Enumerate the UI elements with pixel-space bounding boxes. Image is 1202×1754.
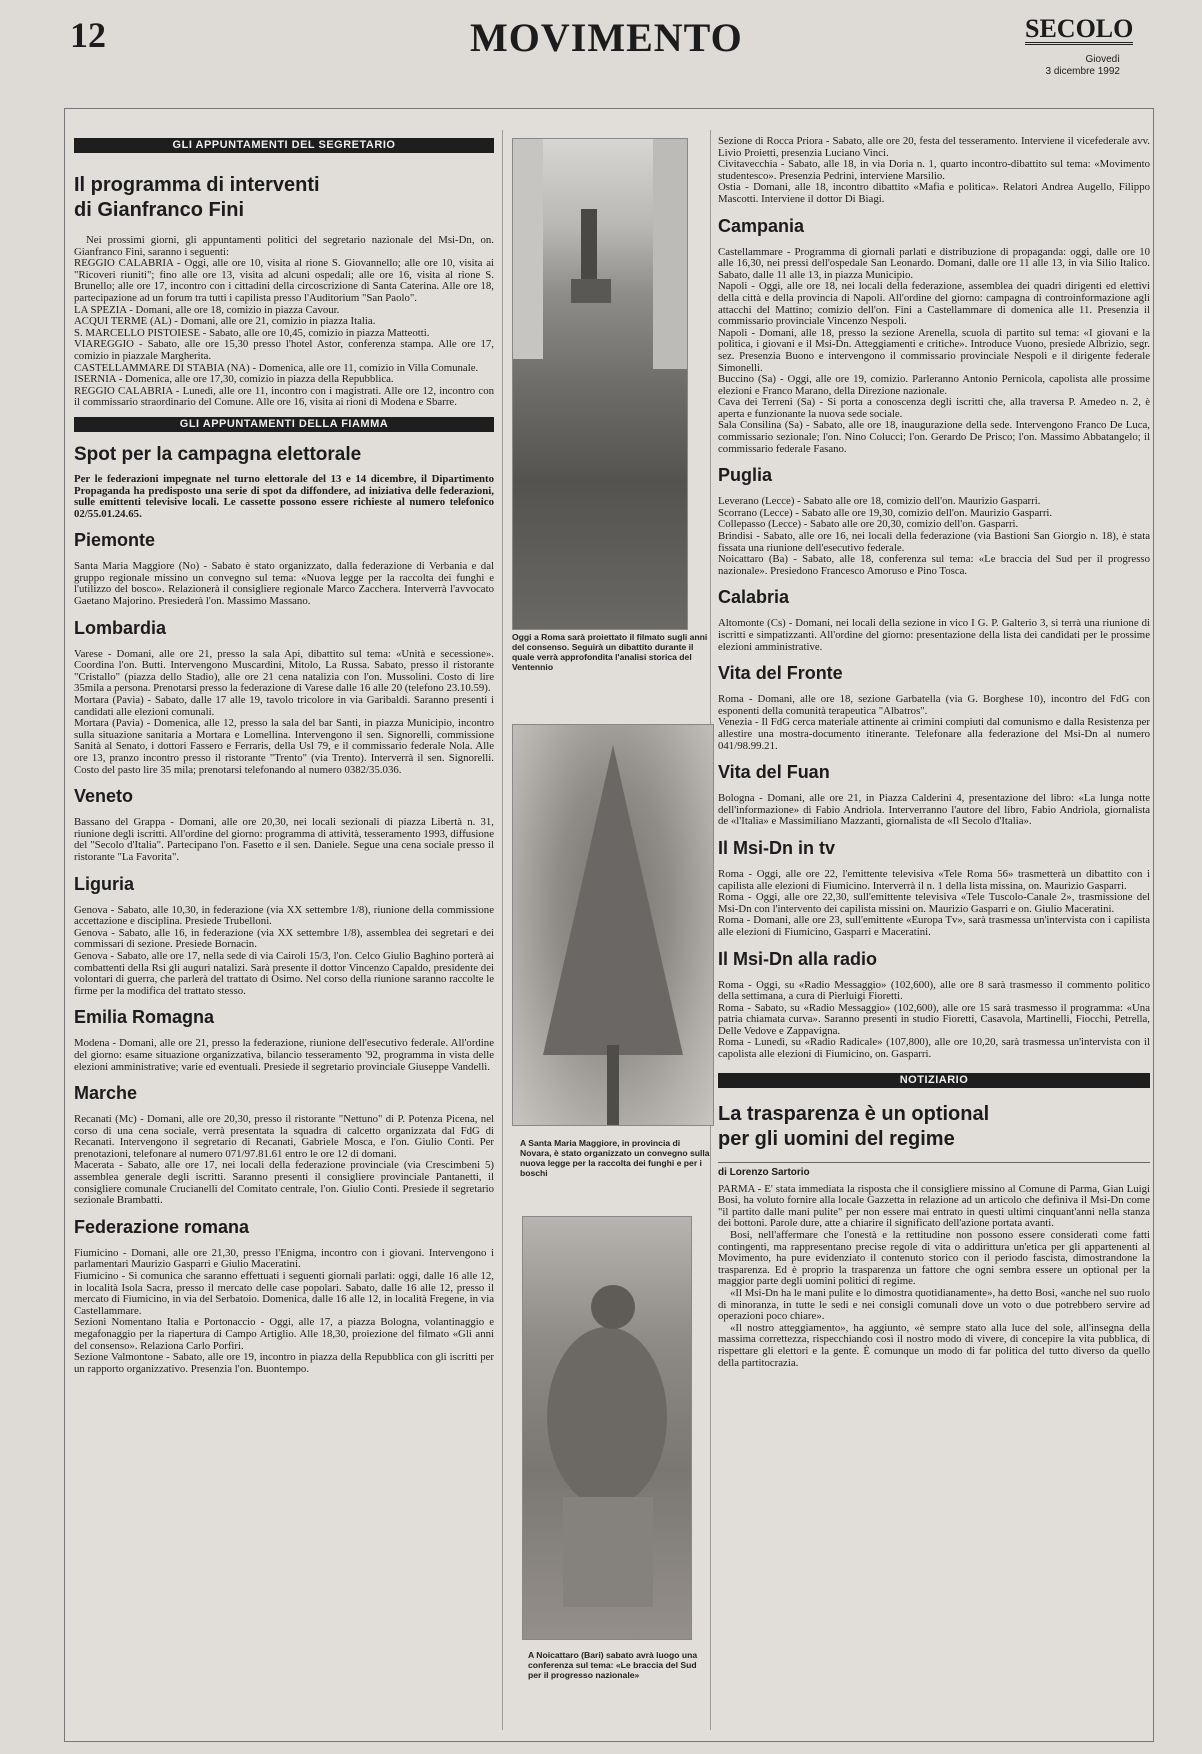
region-heading: Campania	[718, 215, 805, 236]
notice-paragraph: Venezia - Il FdG cerca materiale attinente ai crimini compiuti dal comunismo e dalla Resistenza per allestire una mostra-documento itinerante. Telefonare alla federazione del Msi-Dn al numero 041/98.99.21.	[718, 716, 1150, 752]
notice-paragraph: Roma - Oggi, alle ore 22, l'emittente televisiva «Tele Roma 56» trasmetterà un dibattito con i capilista alle elezioni di Fiumicino. Interverrà il n. 1 della lista missina, on. Maurizio Gasparri.	[718, 867, 1150, 892]
notice-paragraph: Collepasso (Lecce) - Sabato alle ore 20,30, comizio dell'on. Gasparri.	[718, 518, 1019, 531]
news-headline-line1: La trasparenza è un optional	[718, 1102, 990, 1125]
section-bar-fiamma: GLI APPUNTAMENTI DELLA FIAMMA	[74, 417, 494, 432]
notice-paragraph: Roma - Domani, alle ore 23, sull'emittente «Europa Tv», sarà trasmessa un'intervista con i capilista alle elezioni di Fiumicino, Gasparri e Maceratini.	[718, 914, 1150, 938]
caption-harvest: A Noicattaro (Bari) sabato avrà luogo una conferenza sul tema: «Le braccia del Sud per il progresso nazionale»	[528, 1650, 698, 1680]
region-heading: Puglia	[718, 465, 773, 486]
fini-paragraph: CASTELLAMMARE DI STABIA (NA) - Domenica, alle ore 11, comizio in Villa Comunale.	[74, 361, 479, 374]
issue-date-text: 3 dicembre 1992	[1045, 66, 1120, 77]
notice-paragraph: Cava dei Terreni (Sa) - Si porta a conoscenza degli iscritti che, alla traversa P. Amedeo n. 2, è aperta e funzionante la nuova sede sociale.	[718, 396, 1150, 420]
fini-paragraph: VIAREGGIO - Sabato, alle ore 15,30 presso l'hotel Astor, conferenza stampa. Alle ore 17, comizio in piazzale Margherita.	[74, 338, 494, 362]
notice-paragraph: Bassano del Grappa - Domani, alle ore 20,30, nei locali sezionali di piazza Libertà n. 31, riunione degli iscritti. All'ordine del giorno: programma di attività, tesseramento 1993, diffusione del "Secolo d'Italia". Partecipano l'on. Fasetto e il sen. Daniele. Segue una cena sociale presso il ristorante "La Favorita".	[74, 816, 494, 863]
notice-paragraph: Roma - Domani, alle ore 18, sezione Garbatella (via G. Borghese 10), incontro del FdG con esponenti della comunità terapeutica "Albatros".	[718, 693, 1150, 717]
photo-forest-tree	[512, 724, 714, 1126]
region-heading: Il Msi-Dn alla radio	[718, 948, 878, 969]
region-heading: Calabria	[718, 587, 790, 608]
notice-paragraph: Sezione di Rocca Priora - Sabato, alle ore 20, festa del tesseramento. Interviene il vicefederale avv. Livio Proietti, presenzia Luciano Vinci.	[718, 136, 1150, 159]
news-paragraph: «Il Msi-Dn ha le mani pulite e lo dimostra quotidianamente», ha detto Bosi, «anche nel suo ruolo di minoranza, in tutte le sedi e nei consigli comunali dove un voto o due potrebbero servire ad operazioni poco chiare».	[718, 1287, 1150, 1323]
notice-paragraph: Fiumicino - Domani, alle ore 21,30, presso l'Enigma, incontro con i giovani. Intervengono i parlamentari Maurizio Gasparri e Giulio Maceratini.	[74, 1246, 494, 1271]
notice-paragraph: Macerata - Sabato, alle ore 17, nei locali della federazione provinciale (via Crescimbeni 5) assemblea generale degli iscritti. Saranno presenti il consigliere provinciale Pantanetti, il consigliere comunale Crucianelli del Comitato centrale, l'on. Giulio Conti. Presiede il segretario sezionale Brambatti.	[74, 1159, 494, 1207]
notice-paragraph: Sezioni Nomentano Italia e Portonaccio - Oggi, alle 17, a piazza Bologna, volantinaggio e megafonaggio per la riapertura di Campo Artiglio. Alle 18,30, proiezione del filmato «Gli anni del consenso». Relaziona Carlo Porfiri.	[74, 1316, 494, 1352]
page-number: 12	[70, 15, 106, 55]
region-heading: Federazione romana	[74, 1216, 250, 1237]
notice-paragraph: Modena - Domani, alle ore 21, presso la federazione, riunione dell'esecutivo federale. All'ordine del giorno: esame situazione organizzativa, bilancio tesseramento '92, programma in vista delle elezioni amministrative; varie ed eventuali. Presiede il segretario provinciale Giuseppe Vandelli.	[74, 1037, 494, 1073]
photo-harvest	[522, 1216, 692, 1640]
photo-forest-tree-graphic	[513, 725, 713, 1125]
notice-paragraph: Scorrano (Lecce) - Sabato alle ore 19,30, comizio dell'on. Maurizio Gasparri.	[718, 506, 1053, 519]
notice-paragraph: Genova - Sabato, alle 16, in federazione (via XX settembre 1/8), assemblea dei segretari e dei commissari di sezione. Presiede Bornacin.	[74, 926, 494, 951]
notice-paragraph: Roma - Sabato, su «Radio Messaggio» (102,600), alle ore 15 sarà trasmesso il programma: «Una patria chiamata curva». Saranno presenti in studio Fioretti, Casavola, Martinelli, Fiocchi, Petrella, Delle Vedove e Zappavigna.	[718, 1001, 1150, 1037]
news-paragraph: PARMA - E' stata immediata la risposta che il consigliere missino al Comune di Parma, Gian Luigi Bosi, ha voluto fornire alla locale Gazzetta in relazione ad un articolo che definiva il Msi-Dn come "il partito dalle mani pulite" per non essere mai entrato in questi ultimi cinquant'anni nella stanza dei bottoni. Parole dure, atte a chiarire il significato dell'azione portata avanti.	[718, 1182, 1150, 1230]
notice-paragraph: Fiumicino - Si comunica che saranno effettuati i seguenti giornali parlati: oggi, dalle 16 alle 12, in località Isola Sacra, presso il mercato delle case popolari. Sabato, dalle 16 alle 12, presso il mercato di Fiumicino, in via del Serbatoio. Domenica, dalle 16 alle 12, in località Fregene, in via Castellammare.	[74, 1270, 494, 1317]
notice-paragraph: Civitavecchia - Sabato, alle 18, in via Doria n. 1, quarto incontro-dibattito sul tema: «Movimento studentesco». Presenzia Pedrini, interviene Marsilio.	[718, 158, 1150, 182]
notice-paragraph: Sezione Valmontone - Sabato, alle ore 19, incontro in piazza della Repubblica con gli iscritti per un rapporto organizzativo. Presenzia l'on. Buontempo.	[74, 1351, 494, 1375]
section-bar-notiziario: NOTIZIARIO	[718, 1073, 1150, 1088]
news-paragraph: «Il nostro atteggiamento», ha aggiunto, «è sempre stato alla luce del sole, all'insegna della massima correttezza, rispecchiando così il nostro modo di vivere, di concepire la vita pubblica, di rispettare gli elettori e la gente. È comunque un modo di far politica del tutto diverso da quello della partitocrazia.	[718, 1321, 1150, 1369]
issue-weekday: Giovedì	[1085, 54, 1120, 65]
section-bar-segretario: GLI APPUNTAMENTI DEL SEGRETARIO	[74, 138, 494, 153]
fini-paragraph: Nei prossimi giorni, gli appuntamenti politici del segretario nazionale del Msi-Dn, on. Gianfranco Fini, saranno i seguenti:	[74, 234, 494, 258]
notice-paragraph: Noicattaro (Ba) - Sabato, alle 18, conferenza sul tema: «Le braccia del Sud per il progresso nazionale». Presiedono Francesco Amoruso e Pino Tosca.	[718, 553, 1150, 577]
newspaper-logo: SECOLO	[1025, 14, 1134, 43]
notice-paragraph: Roma - Oggi, alle ore 22,30, sull'emittente televisiva «Tele Tuscolo-Canale 2», trasmissione del Msi-Dn con l'intervento dei capilista missini on. Maurizio Gasparri e on. Giulio Maceratini.	[718, 891, 1150, 915]
notice-paragraph: Roma - Oggi, su «Radio Messaggio» (102,600), alle ore 8 sarà trasmesso il commento politico della settimana, a cura di Pierluigi Fioretti.	[718, 978, 1150, 1003]
region-heading: Veneto	[74, 786, 134, 807]
column-rule	[502, 130, 503, 1730]
news-paragraph: Bosi, nell'affermare che l'onestà e la rettitudine non possono essere considerati come fatti contingenti, ma rappresentano precise regole di vita o addirittura un'etica per gli appartenenti al Movimento, ha pure evidenziato il contenuto storico con il periodo fascista, dimostrandone la trasparenza. Ed è proprio la trasparenza un fattore che ogni sembra essere un optional per la maggior parte degli uomini politici di regime.	[718, 1229, 1150, 1288]
left-column	[74, 138, 494, 1735]
notice-paragraph: Roma - Lunedì, su «Radio Radicale» (107,800), alle ore 10,20, sarà trasmessa un'intervista con il capolista alle elezioni di Fiumicino, on. Gasparri.	[718, 1036, 1150, 1061]
region-heading: Marche	[74, 1083, 138, 1104]
region-heading: Vita del Fronte	[718, 663, 843, 684]
photo-rally-crowd-graphic	[513, 139, 687, 629]
fini-paragraph: REGGIO CALABRIA - Lunedì, alle ore 11, incontro con i magistrati. Alle ore 12, incontro con il commissario straordinario del Comune. Alle ore 16, visita ai rioni di Modena e Sbarre.	[74, 384, 494, 409]
region-heading: Liguria	[74, 873, 135, 894]
region-heading: Emilia Romagna	[74, 1007, 215, 1028]
region-heading: Lombardia	[74, 617, 167, 638]
notice-paragraph: Santa Maria Maggiore (No) - Sabato è stato organizzato, dalla federazione di Verbania e dal gruppo regionale missino un convegno sul tema: «Nuova legge per la raccolta dei funghi e l'utilizzo del bosco». Relazionerà il consigliere regionale Marco Zacchera. Interverrà l'avvocato Gaetano Majorino. Presiederà l'on. Massimo Massano.	[74, 560, 494, 608]
section-title: MOVIMENTO	[470, 15, 743, 60]
spot-article-body: Per le federazioni impegnate nel turno elettorale del 13 e 14 dicembre, il Dipartimento Propaganda ha predisposto una serie di spot da diffondere, ad iniziativa delle federazioni, sulle emittenti televisive locali. Le cassette possono essere richieste al numero telefonico 02/55.01.24.65.	[74, 472, 494, 520]
photo-rally-crowd	[512, 138, 688, 630]
notice-paragraph: Recanati (Mc) - Domani, alle ore 20,30, presso il ristorante "Nettuno" di P. Potenza Picena, nel corso di una cena sociale, verrà presentata la squadra di calcetto organizzata dal FdG di Recanati. Intervengono il segretario di Recanati, Gabriele Mosca, e l'on. Giulio Conti. Per prenotazioni, telefonare al numero 071/97.81.61 entro le ore 12 di domani.	[74, 1113, 494, 1160]
notice-paragraph: Mortara (Pavia) - Sabato, dalle 17 alle 19, tavolo tricolore in via Garibaldi. Saranno presenti i candidati alle elezioni comunali.	[74, 694, 494, 718]
notice-paragraph: Genova - Sabato, alle 10,30, in federazione (via XX settembre 1/8), riunione della commissione accettazione e disciplina. Presiede Trubelloni.	[74, 903, 494, 928]
fini-headline	[74, 173, 494, 223]
news-headline-line2: per gli uomini del regime	[718, 1127, 955, 1150]
news-article-body	[718, 1184, 1150, 1370]
notice-paragraph: Leverano (Lecce) - Sabato alle ore 18, comizio dell'on. Maurizio Gasparri.	[718, 495, 1041, 508]
fini-paragraph: REGGIO CALABRIA - Oggi, alle ore 10, visita al rione S. Giovannello; alle ore 10, visita ai "Ricoveri riuniti"; fino alle ore 13, visita ad alcuni ospedali; alle ore 16, visita al rione S. Brunello; alle ore 17, incontro con i cittadini della circoscrizione di Santa Caterina. Alle ore 18, partecipazione ad un forum tra tutti i capilista presso l'Auditorium "San Paolo".	[74, 257, 494, 304]
notice-paragraph: Altomonte (Cs) - Domani, nei locali della sezione in vico I G. P. Galterio 3, si terrà una riunione di iscritti e simpatizzanti. All'ordine del giorno: presentazione della lista dei candidati per le prossime elezioni amministrative.	[718, 617, 1150, 653]
fini-headline-line1: Il programma di interventi	[74, 174, 320, 196]
fini-article-body	[74, 235, 494, 409]
fini-paragraph: S. MARCELLO PISTOIESE - Sabato, alle ore 10,45, comizio in piazza Matteotti.	[74, 326, 430, 339]
notice-paragraph: Varese - Domani, alle ore 21, presso la sala Api, dibattito sul tema: «Unità e secessione». Coordina l'on. Butti. Intervengono Muscardini, Mitolo, La Russa. Sabato, presso il ristorante "Cristallo" (piazza dello Stadio), alle ore 21 cena natalizia con l'on. Mussolini. Costo di lire 35mila a persona. Prenotarsi presso la federazione di Varese dalle 16 alle 20 (telefono 23.10.59).	[74, 647, 494, 695]
news-headline	[718, 1102, 1150, 1152]
right-regions	[718, 216, 1150, 1061]
notice-paragraph: Genova - Sabato, alle ore 17, nella sede di via Cairoli 15/3, l'on. Celco Giulio Baghino porterà ai combattenti della Rsi gli auguri natalizi. Sarà presente il dottor Vincenzo Capaldo, presidente dei volontari di guerra, che parlerà del trattato di Osimo. Nel corso della riunione saranno raccolte le firme per la modifica del trattato stesso.	[74, 949, 494, 997]
notice-paragraph: Brindisi - Sabato, alle ore 16, nei locali della federazione (via Bastioni San Giorgio n. 18), è stata fissata una riunione dell'esecutivo federale.	[718, 530, 1150, 554]
fini-paragraph: LA SPEZIA - Domani, alle ore 18, comizio in piazza Cavour.	[74, 303, 340, 316]
right-column	[718, 136, 1150, 1736]
region-heading: Piemonte	[74, 530, 156, 551]
notice-paragraph: Castellammare - Programma di giornali parlati e distribuzione di propaganda: oggi, dalle ore 10 alle 16,30, nei pressi dell'ospedale San Leonardo. Domani, dalle ore 11 alle 13, in via Silio Italico. Sabato, dalle 11 alle 13, in piazza Municipio.	[718, 245, 1150, 281]
caption-rally: Oggi a Roma sarà proiettato il filmato sugli anni del consenso. Seguirà un dibattito durante il quale verrà approfondita l'analisi storica del Ventennio	[512, 632, 708, 672]
notice-paragraph: Sala Consilina (Sa) - Sabato, alle ore 18, inaugurazione della sede. Intervengono Franco De Luca, commissario sezionale; l'on. Nino Colucci; l'on. Gerardo De Prisco; l'on. Massimo Abbatangelo; il commissario federale Fasano.	[718, 419, 1150, 455]
region-heading: Il Msi-Dn in tv	[718, 837, 835, 858]
region-heading: Vita del Fuan	[718, 762, 830, 783]
right-intro	[718, 136, 1150, 206]
fini-headline-line2: di Gianfranco Fini	[74, 199, 245, 221]
fini-paragraph: ISERNIA - Domenica, alle ore 17,30, comizio in piazza della Repubblica.	[74, 373, 394, 386]
left-regions	[74, 530, 494, 1375]
notice-paragraph: Napoli - Oggi, alle ore 18, nei locali della federazione, assemblea dei quadri dirigenti ed elettivi della città e della provincia di Napoli. All'ordine del giorno: campagna di controinformazione agli attacchi del Mattino; comizio dell'on. Fini a Castellammare di domenica alle 11. Presenzia il commissario provinciale Vincenzo Nespoli.	[718, 280, 1150, 328]
issue-date	[1000, 54, 1120, 78]
notice-paragraph: Buccino (Sa) - Oggi, alle ore 19, comizio. Parleranno Antonio Pernicola, capolista alle prossime elezioni e Franco Marano, della Direzione nazionale.	[718, 373, 1150, 397]
notice-paragraph: Napoli - Domani, alle 18, presso la sezione Arenella, scuola di partito sul tema: «I giovani e la politica, i giovani e il Msi-Dn. Atteggiamenti e critiche». Introduce Vuono, presiede Albrizio, segr. sez. Presenzia Buono e intervengono il commissario provinciale Nespoli e il dirigente federale Simonelli.	[718, 326, 1150, 374]
news-byline: di Lorenzo Sartorio	[718, 1162, 1150, 1178]
notice-paragraph: Mortara (Pavia) - Domenica, alle 12, presso la sala del bar Santi, in piazza Municipio, incontro sulla situazione sanitaria a Mortara e Lomellina. Intervengono il sen. Signorelli, commissione Sanità al Senato, i dottori Fassero e Ferraris, della Usl 79, e il commissario federale Nola. Alle ore 13, pranzo incontro presso il ristorante "Trento" (via Trento). Interverrà il sen. Signorelli. Costo del pasto lire 35 mila; prenotarsi telefonando al numero 0382/35.036.	[74, 717, 494, 776]
notice-paragraph: Bologna - Domani, alle ore 21, in Piazza Calderini 4, presentazione del libro: «La lunga notte dell'informazione» di Fabio Andriola. Interverranno l'autore del libro, Fabio Andriola, giornalista de «l'Italia» e Massimiliano Mazzanti, giornalista de «Il Secolo d'Italia».	[718, 792, 1150, 828]
photo-harvest-graphic	[523, 1217, 691, 1639]
caption-forest: A Santa Maria Maggiore, in provincia di Novara, è stato organizzato un convegno sulla nuova legge per la raccolta dei funghi e per i boschi	[520, 1138, 710, 1178]
spot-headline: Spot per la campagna elettorale	[74, 443, 362, 465]
notice-paragraph: Ostia - Domani, alle 18, incontro dibattito «Mafia e politica». Relatori Andrea Augello, Filippo Mascotti. Interviene il dottor Di Biagi.	[718, 181, 1150, 205]
fini-paragraph: ACQUI TERME (AL) - Domani, alle ore 21, comizio in piazza Italia.	[74, 315, 376, 328]
